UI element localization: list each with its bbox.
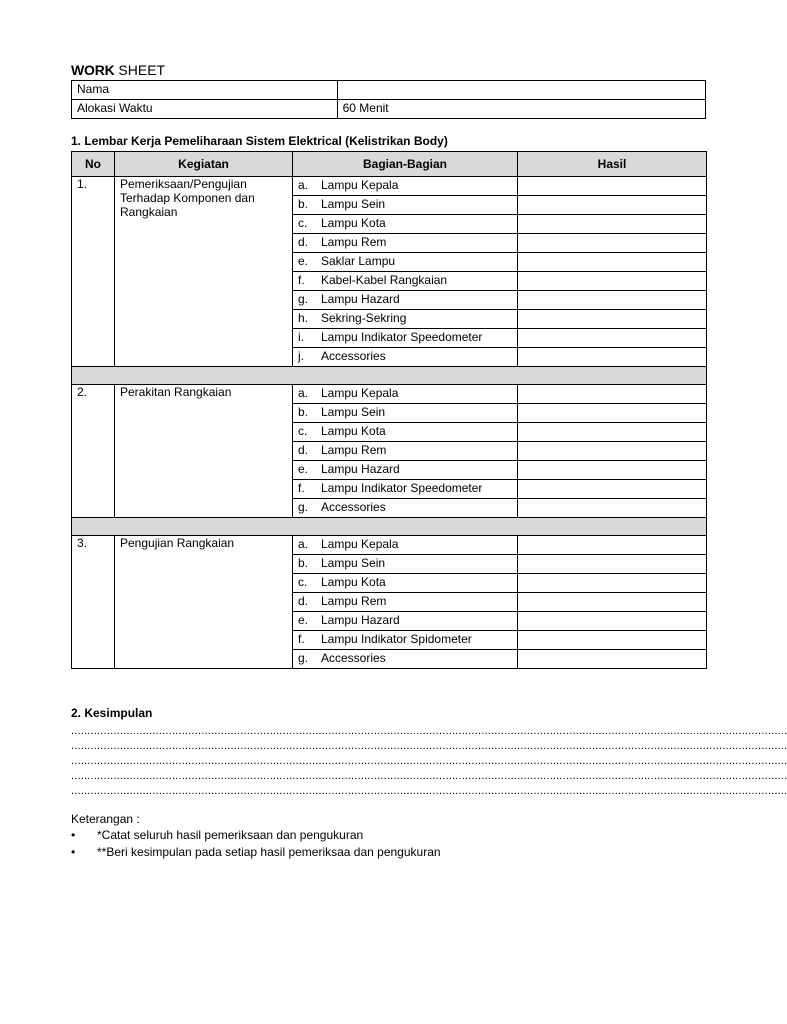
cell-bagian (293, 499, 518, 518)
info-table (71, 80, 706, 119)
cell-bagian (293, 272, 518, 291)
cell-kegiatan: Perakitan Rangkaian (115, 385, 293, 518)
cell-bagian (293, 650, 518, 669)
cell-bagian (293, 442, 518, 461)
item-label: Lampu Hazard (321, 292, 400, 306)
keterangan-text-1: *Catat seluruh hasil pemeriksaan dan pengukuran (97, 828, 364, 842)
cell-hasil[interactable] (518, 234, 707, 253)
item-label: Lampu Hazard (321, 462, 400, 476)
cell-hasil[interactable] (518, 177, 707, 196)
item-letter: e. (298, 613, 309, 627)
title-rest: SHEET (114, 62, 166, 78)
cell-hasil[interactable] (518, 329, 707, 348)
cell-bagian (293, 423, 518, 442)
nama-label: Nama (72, 81, 338, 100)
item-letter: d. (298, 235, 309, 249)
cell-bagian (293, 574, 518, 593)
item-letter: d. (298, 443, 309, 457)
item-letter: a. (298, 178, 309, 192)
item-letter: i. (298, 330, 304, 344)
cell-hasil[interactable] (518, 385, 707, 404)
bullet-icon: • (71, 845, 76, 859)
item-label: Lampu Sein (321, 556, 386, 570)
item-letter: g. (298, 292, 309, 306)
item-letter: a. (298, 537, 309, 551)
cell-no: 1. (72, 177, 115, 367)
section1-title: 1. Lembar Kerja Pemeliharaan Sistem Elektrical (Kelistrikan Body) (71, 134, 448, 148)
col-header-bagian: Bagian-Bagian (293, 152, 518, 177)
item-label: Lampu Rem (321, 443, 387, 457)
separator-cell (72, 518, 707, 536)
cell-hasil[interactable] (518, 555, 707, 574)
cell-bagian (293, 196, 518, 215)
keterangan-item-2 (71, 845, 441, 859)
cell-hasil[interactable] (518, 574, 707, 593)
cell-hasil[interactable] (518, 272, 707, 291)
cell-hasil[interactable] (518, 631, 707, 650)
item-label: Lampu Kepala (321, 386, 399, 400)
kesimpulan-line-1[interactable]: ............................................................................................................................................................................................................................ (71, 725, 787, 737)
item-letter: e. (298, 462, 309, 476)
cell-hasil[interactable] (518, 291, 707, 310)
item-letter: c. (298, 575, 308, 589)
cell-kegiatan: Pengujian Rangkaian (115, 536, 293, 669)
separator-row (72, 518, 707, 536)
item-letter: b. (298, 197, 309, 211)
cell-hasil[interactable] (518, 348, 707, 367)
cell-hasil[interactable] (518, 480, 707, 499)
item-label: Lampu Hazard (321, 613, 400, 627)
cell-bagian (293, 612, 518, 631)
cell-bagian (293, 234, 518, 253)
cell-bagian (293, 310, 518, 329)
col-header-kegiatan: Kegiatan (115, 152, 293, 177)
cell-hasil[interactable] (518, 650, 707, 669)
kesimpulan-line-4[interactable]: ............................................................................................................................................................................................................................ (71, 770, 787, 782)
item-label: Lampu Rem (321, 235, 387, 249)
item-label: Accessories (321, 349, 386, 363)
cell-bagian (293, 631, 518, 650)
item-letter: c. (298, 424, 308, 438)
worksheet-table (71, 151, 707, 669)
nama-field[interactable] (337, 81, 705, 100)
cell-bagian (293, 348, 518, 367)
item-letter: g. (298, 651, 309, 665)
cell-bagian (293, 177, 518, 196)
item-letter: h. (298, 311, 309, 325)
cell-bagian (293, 215, 518, 234)
kesimpulan-line-3[interactable]: ............................................................................................................................................................................................................................ (71, 755, 787, 767)
bullet-icon: • (71, 828, 76, 842)
cell-bagian (293, 253, 518, 272)
cell-bagian (293, 593, 518, 612)
table-header-row (72, 152, 707, 177)
cell-bagian (293, 555, 518, 574)
item-letter: a. (298, 386, 309, 400)
section2-title: 2. Kesimpulan (71, 706, 153, 720)
item-letter: c. (298, 216, 308, 230)
keterangan-label: Keterangan : (71, 812, 140, 826)
table-row (72, 536, 707, 555)
cell-hasil[interactable] (518, 442, 707, 461)
worksheet-title (71, 62, 165, 78)
item-label: Lampu Indikator Spidometer (321, 632, 472, 646)
cell-bagian (293, 461, 518, 480)
waktu-label: Alokasi Waktu (72, 100, 338, 119)
item-letter: f. (298, 632, 305, 646)
cell-bagian (293, 536, 518, 555)
cell-bagian (293, 385, 518, 404)
separator-row (72, 367, 707, 385)
item-letter: j. (298, 349, 304, 363)
cell-hasil[interactable] (518, 461, 707, 480)
cell-hasil[interactable] (518, 499, 707, 518)
cell-bagian (293, 329, 518, 348)
item-label: Lampu Indikator Speedometer (321, 481, 483, 495)
item-letter: e. (298, 254, 309, 268)
table-body (72, 177, 707, 669)
table-row (72, 177, 707, 196)
item-label: Lampu Sein (321, 197, 386, 211)
item-label: Lampu Rem (321, 594, 387, 608)
keterangan-item-1 (71, 828, 363, 842)
item-letter: f. (298, 481, 305, 495)
info-row-waktu (72, 100, 706, 119)
cell-bagian (293, 291, 518, 310)
item-label: Lampu Kota (321, 216, 386, 230)
table-row (72, 385, 707, 404)
cell-hasil[interactable] (518, 310, 707, 329)
title-bold: WORK (71, 62, 115, 78)
item-label: Sekring-Sekring (321, 311, 407, 325)
item-label: Accessories (321, 500, 386, 514)
item-letter: f. (298, 273, 305, 287)
item-letter: b. (298, 556, 309, 570)
cell-no: 3. (72, 536, 115, 669)
item-letter: g. (298, 500, 309, 514)
cell-hasil[interactable] (518, 423, 707, 442)
item-label: Lampu Sein (321, 405, 386, 419)
item-letter: b. (298, 405, 309, 419)
item-label: Kabel-Kabel Rangkaian (321, 273, 448, 287)
waktu-field[interactable]: 60 Menit (337, 100, 705, 119)
cell-bagian (293, 404, 518, 423)
cell-hasil[interactable] (518, 215, 707, 234)
cell-hasil[interactable] (518, 593, 707, 612)
cell-hasil[interactable] (518, 196, 707, 215)
info-row-nama (72, 81, 706, 100)
item-label: Lampu Kepala (321, 178, 399, 192)
cell-no: 2. (72, 385, 115, 518)
cell-hasil[interactable] (518, 612, 707, 631)
col-header-no: No (72, 152, 115, 177)
item-label: Lampu Indikator Speedometer (321, 330, 483, 344)
item-label: Saklar Lampu (321, 254, 396, 268)
item-label: Lampu Kota (321, 575, 386, 589)
item-label: Lampu Kepala (321, 537, 399, 551)
keterangan-text-2: **Beri kesimpulan pada setiap hasil pemeriksaa dan pengukuran (97, 845, 441, 859)
cell-hasil[interactable] (518, 253, 707, 272)
item-label: Accessories (321, 651, 386, 665)
kesimpulan-line-2[interactable]: ............................................................................................................................................................................................................................ (71, 740, 787, 752)
cell-bagian (293, 480, 518, 499)
cell-hasil[interactable] (518, 536, 707, 555)
kesimpulan-line-5[interactable]: ............................................................................................................................................................................................................................ (71, 785, 787, 797)
cell-kegiatan: Pemeriksaan/Pengujian Terhadap Komponen dan Rangkaian (115, 177, 293, 367)
cell-hasil[interactable] (518, 404, 707, 423)
separator-cell (72, 367, 707, 385)
item-label: Lampu Kota (321, 424, 386, 438)
item-letter: d. (298, 594, 309, 608)
col-header-hasil: Hasil (518, 152, 707, 177)
